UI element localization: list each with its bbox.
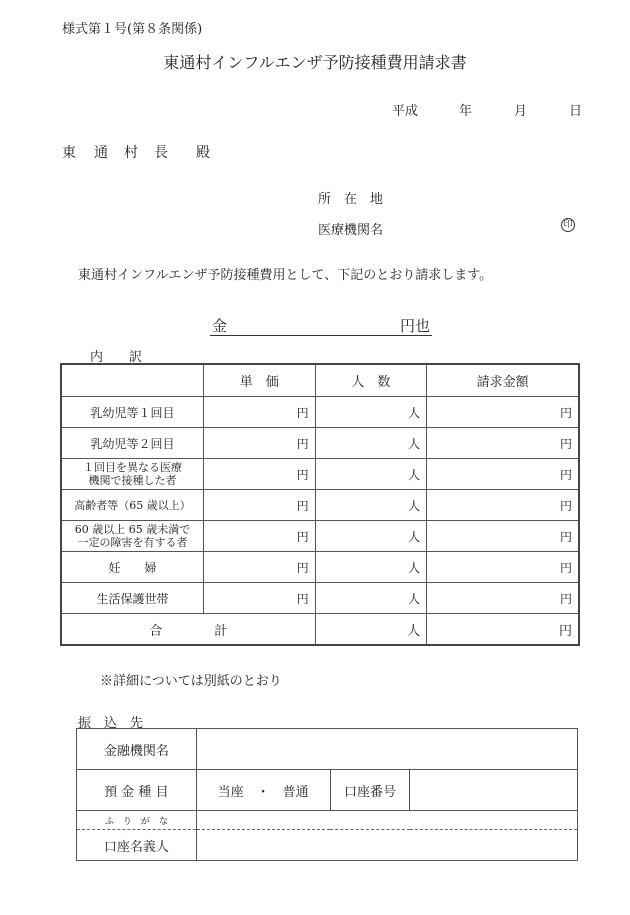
account-holder-field[interactable] (196, 830, 577, 861)
total-cell[interactable]: 円 (427, 490, 579, 521)
bank-institution-field[interactable] (196, 729, 577, 770)
row-label (61, 459, 203, 490)
total-count-cell[interactable]: 人 (315, 614, 427, 646)
table-row (61, 428, 579, 459)
furigana-label: ふ り が な (77, 811, 197, 830)
table-row (61, 583, 579, 614)
row-label: 高齢者等（65 歳以上） (61, 490, 203, 521)
address-label: 所 在 地 (318, 192, 384, 207)
row-label-line: 60 歳以上 65 歳未満で (74, 523, 191, 536)
transfer-label: 振 込 先 (78, 716, 144, 731)
bank-row (77, 729, 578, 770)
row-label-line: １回目を異なる医療 (82, 461, 182, 474)
total-cell[interactable]: 円 (427, 459, 579, 490)
unit-price-cell[interactable]: 円 (203, 521, 315, 552)
row-label-line: 機関で接種した者 (88, 474, 177, 487)
addressee-char: 通 (94, 145, 108, 161)
total-cell[interactable]: 円 (427, 552, 579, 583)
breakdown-label: 内 訳 (90, 350, 143, 365)
account-type-options[interactable]: 当座 ・ 普通 (196, 770, 330, 811)
count-cell[interactable]: 人 (315, 459, 427, 490)
count-cell[interactable]: 人 (315, 583, 427, 614)
addressee-char: 村 (124, 145, 138, 161)
account-type-label: 預 金 種 目 (77, 770, 197, 811)
institution-label: 医療機関名 (318, 223, 384, 238)
total-cell[interactable]: 円 (427, 428, 579, 459)
unit-price-cell[interactable]: 円 (203, 552, 315, 583)
row-label-line: 一定の障害を有する者 (77, 536, 188, 549)
total-row (61, 614, 579, 646)
grand-total-cell[interactable]: 円 (427, 614, 579, 646)
table-row (61, 490, 579, 521)
bank-row (77, 811, 578, 830)
unit-price-cell[interactable]: 円 (203, 490, 315, 521)
amount-suffix: 円也 (399, 317, 430, 335)
count-cell[interactable]: 人 (315, 490, 427, 521)
seal-mark: 印 (561, 218, 575, 232)
unit-price-cell[interactable]: 円 (203, 397, 315, 428)
bank-institution-label: 金融機関名 (77, 729, 197, 770)
claim-statement: 東通村インフルエンザ予防接種費用として、下記のとおり請求します。 (78, 268, 493, 283)
table-row (61, 552, 579, 583)
document-title: 東通村インフルエンザ予防接種費用請求書 (163, 53, 467, 72)
header-claim-amount: 請求金額 (427, 364, 579, 397)
header-unit-price: 単 価 (203, 364, 315, 397)
account-number-label: 口座番号 (330, 770, 410, 811)
breakdown-table (60, 363, 580, 646)
header-count: 人 数 (315, 364, 427, 397)
addressee-char: 東 (62, 145, 76, 161)
amount-prefix: 金 (212, 317, 228, 335)
detail-note: ※詳細については別紙のとおり (100, 674, 282, 689)
unit-price-cell[interactable]: 円 (203, 459, 315, 490)
row-label: 生活保護世帯 (61, 583, 203, 614)
account-holder-label: 口座名義人 (77, 830, 197, 861)
furigana-field[interactable] (196, 811, 577, 830)
bank-row (77, 770, 578, 811)
row-label: 乳幼児等２回目 (61, 428, 203, 459)
date-year: 年 (459, 104, 473, 119)
date-era: 平成 (392, 104, 419, 119)
unit-price-cell[interactable]: 円 (203, 428, 315, 459)
date-month: 月 (514, 104, 528, 119)
row-label: 乳幼児等１回目 (61, 397, 203, 428)
total-cell[interactable]: 円 (427, 583, 579, 614)
count-cell[interactable]: 人 (315, 552, 427, 583)
count-cell[interactable]: 人 (315, 521, 427, 552)
addressee-honorific: 殿 (196, 145, 210, 161)
count-cell[interactable]: 人 (315, 428, 427, 459)
header-cell (61, 364, 203, 397)
bank-table (76, 728, 578, 861)
date-day: 日 (569, 104, 583, 119)
row-label: 妊 婦 (61, 552, 203, 583)
table-row (61, 397, 579, 428)
form-number: 様式第１号(第８条関係) (62, 22, 203, 37)
account-number-field[interactable] (410, 770, 578, 811)
table-row (61, 459, 579, 490)
table-row (61, 521, 579, 552)
amount-line[interactable] (210, 315, 432, 336)
unit-price-cell[interactable]: 円 (203, 583, 315, 614)
count-cell[interactable]: 人 (315, 397, 427, 428)
row-label (61, 521, 203, 552)
addressee-char: 長 (154, 145, 168, 161)
total-cell[interactable]: 円 (427, 521, 579, 552)
total-cell[interactable]: 円 (427, 397, 579, 428)
total-label: 合 計 (61, 614, 315, 646)
table-header-row (61, 364, 579, 397)
bank-row (77, 830, 578, 861)
